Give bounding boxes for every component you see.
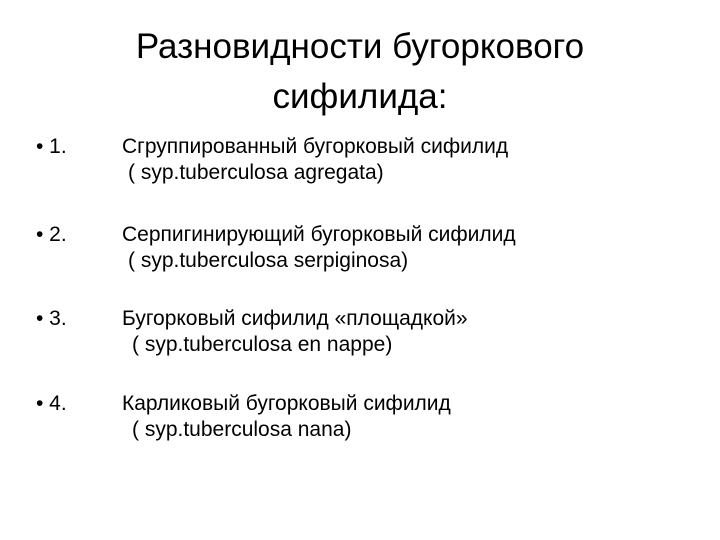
list-item-text — [122, 391, 451, 443]
list-item-text — [122, 222, 516, 274]
list-item-name: Сгруппированный бугорковый сифилид — [122, 135, 509, 158]
list-item-name: Серпигинирующий бугорковый сифилид — [122, 223, 516, 246]
list-item-latin-name: ( syp.tuberculosa serpiginosa) — [128, 249, 409, 272]
list-item-text — [122, 134, 508, 186]
list-item-text — [122, 306, 468, 358]
list-item-bullet: • 1. — [36, 135, 67, 158]
list-item-bullet: • 2. — [36, 223, 67, 246]
slide-title-line-2: сифилида: — [272, 77, 448, 116]
list-item-name: Бугорковый сифилид «площадкой» — [122, 307, 468, 330]
list-item-latin-name: ( syp.tuberculosa nana) — [132, 418, 352, 441]
list-item-bullet: • 4. — [36, 392, 67, 415]
list-item-name: Карликовый бугорковый сифилид — [122, 392, 451, 415]
list-item-latin-name: ( syp.tuberculosa agregata) — [128, 161, 384, 184]
list-item-bullet: • 3. — [36, 307, 67, 330]
list-item-latin-name: ( syp.tuberculosa en nappe) — [132, 333, 393, 356]
slide-title-line-1: Разновидности бугоркового — [135, 27, 585, 66]
slide-title — [90, 22, 630, 122]
